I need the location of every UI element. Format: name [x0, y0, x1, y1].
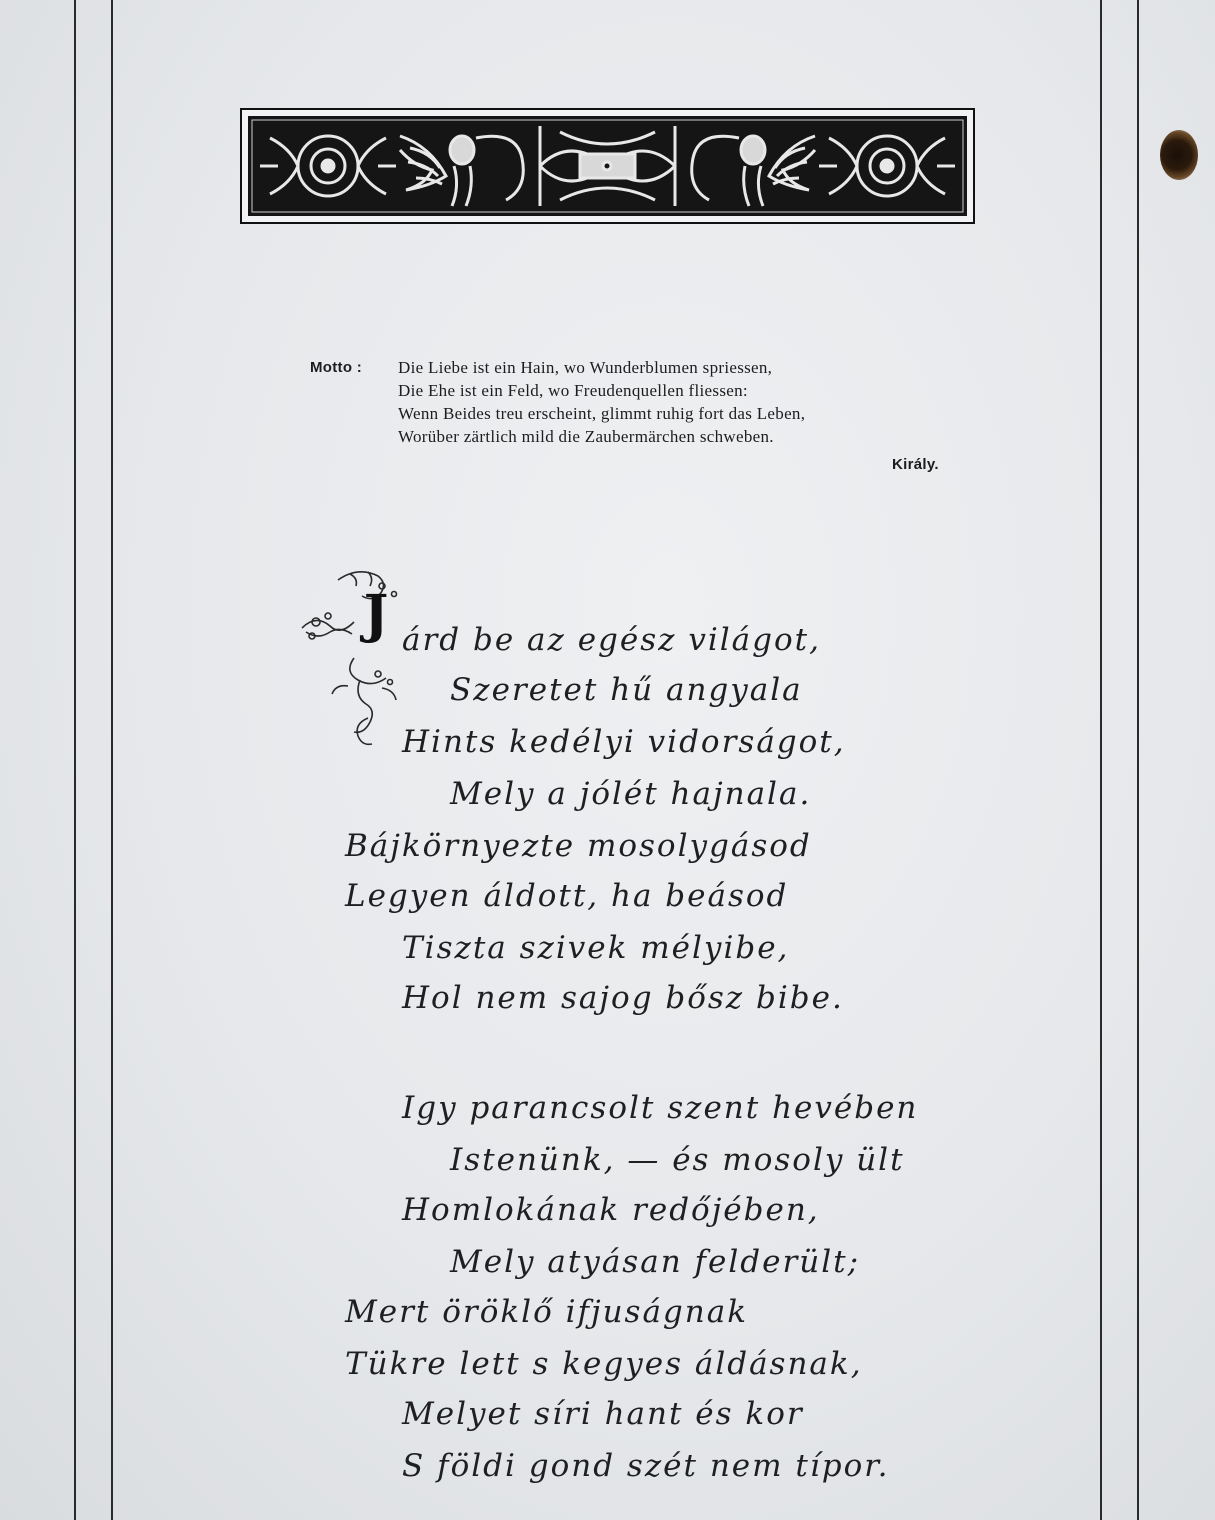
motto-line: Wenn Beides treu erscheint, glimmt ruhig fort das Leben, — [398, 404, 806, 423]
poem-line: Igy parancsolt szent hevében — [402, 1090, 919, 1126]
initial-letter: J — [363, 584, 389, 645]
poem-line: Tiszta szivek mélyibe, — [402, 930, 790, 966]
motto-line: Worüber zärtlich mild die Zaubermärchen schweben. — [398, 427, 774, 446]
poem-line: Mely a jólét hajnala. — [450, 776, 812, 812]
poem-line: S földi gond szét nem típor. — [402, 1448, 890, 1484]
poem-line: Hints kedélyi vidorságot, — [402, 724, 846, 760]
poem-line: Szeretet hű angyala — [450, 672, 803, 708]
motto-author: Király. — [892, 456, 939, 473]
poem-line: Bájkörnyezte mosolygásod — [345, 828, 812, 864]
motto-label: Motto : — [310, 359, 363, 376]
poem-line: Legyen áldott, ha beásod — [345, 878, 789, 914]
poem-line: Mely atyásan felderült; — [450, 1244, 861, 1280]
poem-line: Tükre lett s kegyes áldásnak, — [345, 1346, 863, 1382]
poem-line: Istenünk, — és mosoly ült — [450, 1142, 905, 1178]
poem-line: Hol nem sajog bősz bibe. — [402, 980, 844, 1016]
motto-line: Die Ehe ist ein Feld, wo Freudenquellen fliessen: — [398, 381, 748, 400]
poem-line: Mert öröklő ifjuságnak — [345, 1294, 749, 1330]
poem-line: Melyet síri hant és kor — [402, 1396, 804, 1432]
motto-line: Die Liebe ist ein Hain, wo Wunderblumen spriessen, — [398, 358, 773, 377]
poem-line: Homlokának redőjében, — [402, 1192, 820, 1228]
poem-line: árd be az egész világot, — [402, 622, 821, 658]
